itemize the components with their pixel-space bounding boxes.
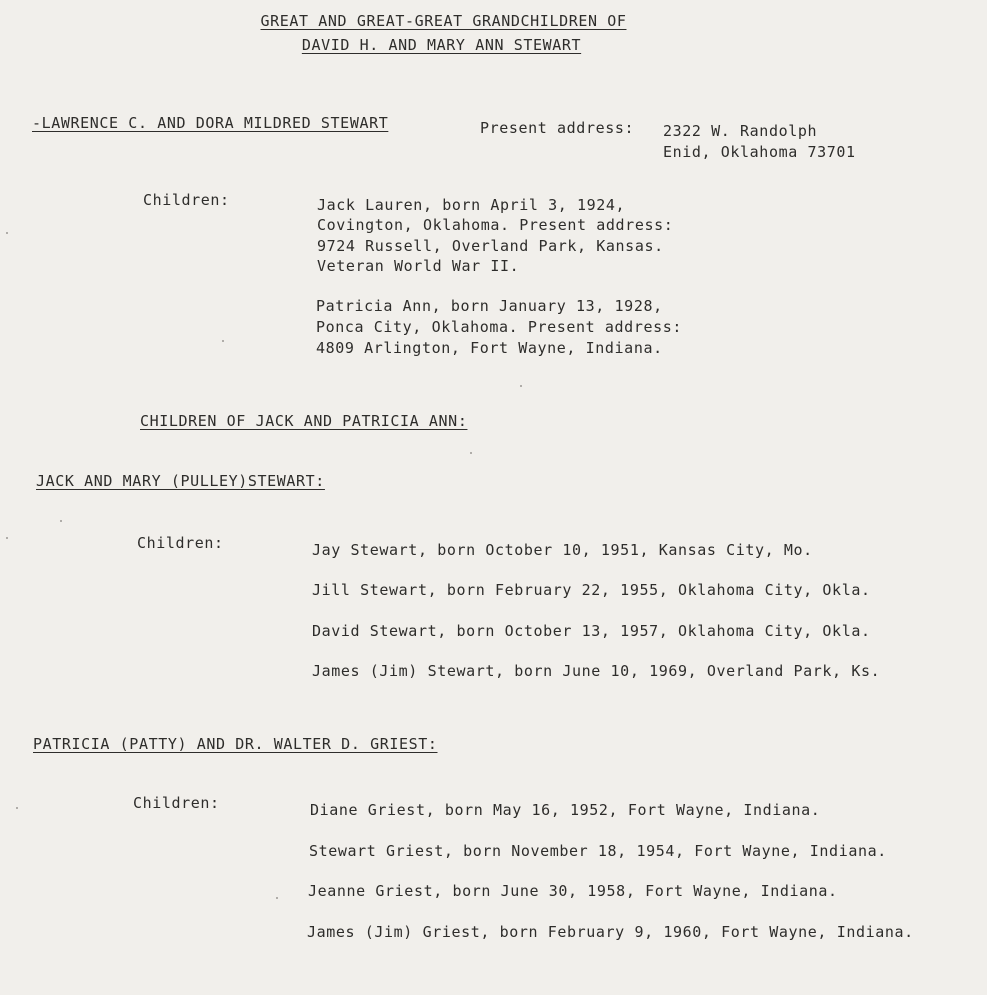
- scan-speck: [222, 340, 224, 342]
- scan-speck: [470, 452, 472, 454]
- scan-speck: [520, 385, 522, 387]
- family3-child-4: James (Jim) Griest, born February 9, 1960, Fort Wayne, Indiana.: [307, 923, 914, 941]
- family1-address-line2: Enid, Oklahoma 73701: [663, 143, 856, 161]
- family3-children-label: Children:: [133, 794, 220, 812]
- family3-child-2: Stewart Griest, born November 18, 1954, Fort Wayne, Indiana.: [309, 842, 887, 860]
- family2-heading: JACK AND MARY (PULLEY)STEWART:: [36, 472, 325, 490]
- scan-speck: [276, 897, 278, 899]
- family2-child-1: Jay Stewart, born October 10, 1951, Kansas City, Mo.: [312, 541, 813, 559]
- family2-children-label: Children:: [137, 534, 224, 552]
- family3-child-3: Jeanne Griest, born June 30, 1958, Fort Wayne, Indiana.: [308, 882, 838, 900]
- family1-child1-line2: Covington, Oklahoma. Present address:: [317, 216, 674, 234]
- family1-child2-line2: Ponca City, Oklahoma. Present address:: [316, 318, 682, 336]
- title-line-2: DAVID H. AND MARY ANN STEWART: [301, 36, 582, 54]
- scan-speck: [6, 537, 8, 539]
- title-line-1: GREAT AND GREAT-GREAT GRANDCHILDREN OF: [260, 12, 627, 30]
- family1-child1-line3: 9724 Russell, Overland Park, Kansas.: [317, 237, 664, 255]
- scan-speck: [16, 807, 18, 809]
- family1-heading: -LAWRENCE C. AND DORA MILDRED STEWART: [32, 114, 389, 132]
- family1-children-label: Children:: [143, 191, 230, 209]
- family3-heading: PATRICIA (PATTY) AND DR. WALTER D. GRIEST:: [33, 735, 438, 753]
- family2-child-4: James (Jim) Stewart, born June 10, 1969, Overland Park, Ks.: [312, 662, 881, 680]
- family1-address-label: Present address:: [480, 119, 635, 137]
- scan-speck: [60, 520, 62, 522]
- family2-child-3: David Stewart, born October 13, 1957, Oklahoma City, Okla.: [312, 622, 871, 640]
- family1-child1-line4: Veteran World War II.: [317, 257, 520, 275]
- section-heading: CHILDREN OF JACK AND PATRICIA ANN:: [140, 412, 468, 430]
- family3-child-1: Diane Griest, born May 16, 1952, Fort Wayne, Indiana.: [310, 801, 821, 819]
- family2-child-2: Jill Stewart, born February 22, 1955, Oklahoma City, Okla.: [312, 581, 871, 599]
- family1-child1-line1: Jack Lauren, born April 3, 1924,: [317, 196, 626, 214]
- scan-speck: [6, 232, 8, 234]
- family1-child2-line3: 4809 Arlington, Fort Wayne, Indiana.: [316, 339, 663, 357]
- family1-child2-line1: Patricia Ann, born January 13, 1928,: [316, 297, 663, 315]
- family1-address-line1: 2322 W. Randolph: [663, 122, 818, 140]
